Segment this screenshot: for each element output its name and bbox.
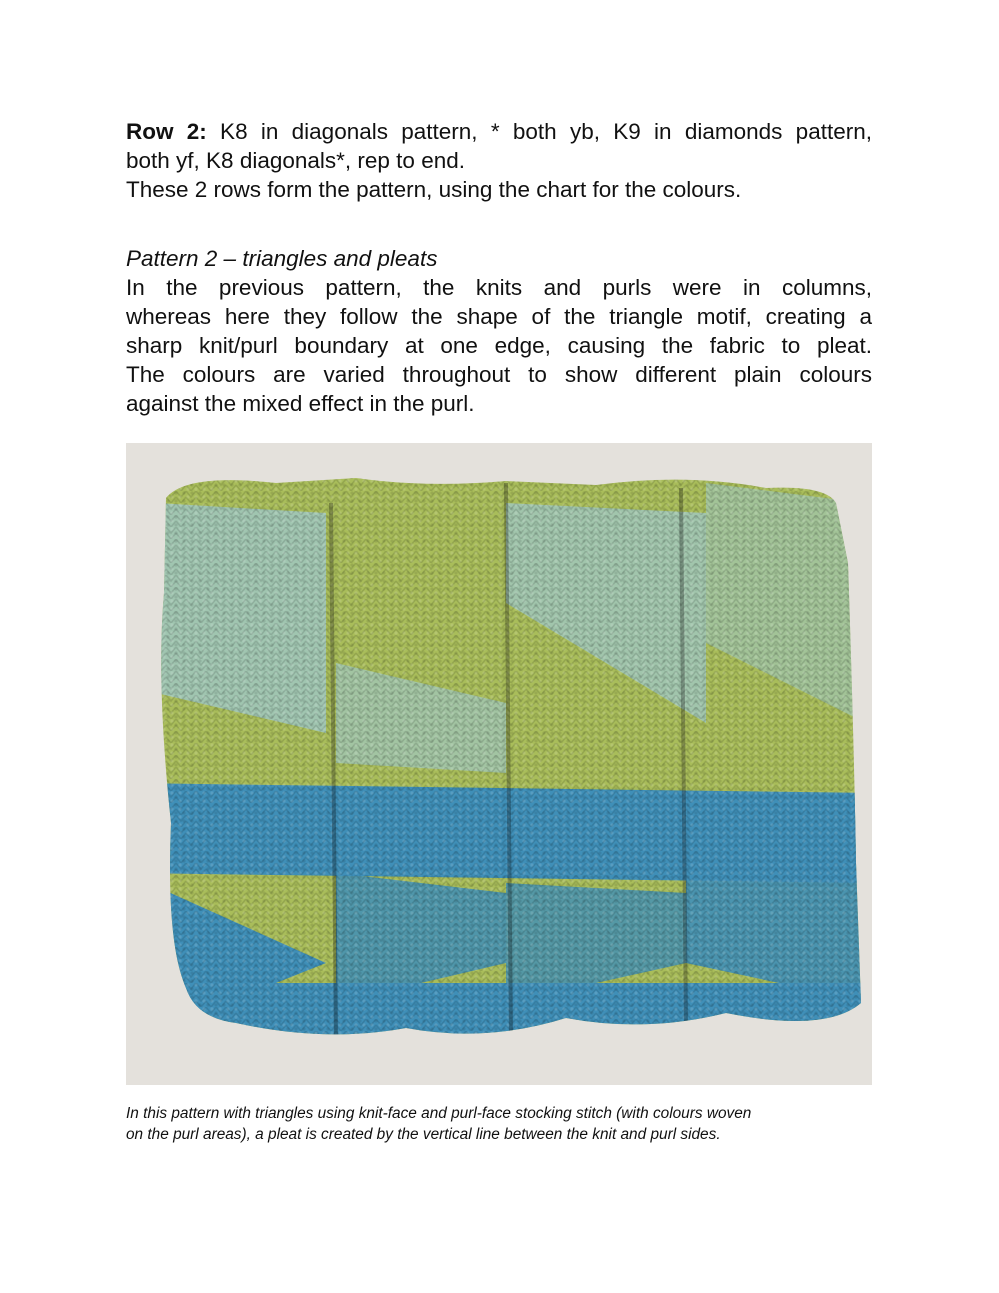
- row-2-line-1: [126, 117, 872, 146]
- swatch-fabric: [126, 443, 872, 1085]
- section-line: sharp knit/purl boundary at one edge, causing the fabric to pleat.: [126, 333, 872, 358]
- caption-line-1: In this pattern with triangles using knit-face and purl-face stocking stitch (with colours woven: [126, 1105, 752, 1122]
- row-2-line-3: These 2 rows form the pattern, using the chart for the colours.: [126, 177, 742, 202]
- pattern-2-section: [126, 244, 872, 418]
- row-2-label: Row 2:: [126, 119, 207, 144]
- section-line: whereas here they follow the shape of the triangle motif, creating a: [126, 304, 872, 329]
- photo-caption: [126, 1103, 886, 1145]
- section-heading: Pattern 2 – triangles and pleats: [126, 246, 438, 271]
- row-2-line-1-text: K8 in diagonals pattern, * both yb, K9 in diamonds pattern,: [206, 119, 872, 144]
- row-2-line-2: both yf, K8 diagonals*, rep to end.: [126, 148, 465, 173]
- section-line: against the mixed effect in the purl.: [126, 391, 475, 416]
- caption-line-2: on the purl areas), a pleat is created by the vertical line between the knit and purl sides.: [126, 1126, 721, 1143]
- section-line: In the previous pattern, the knits and purls were in columns,: [126, 275, 872, 300]
- row-2-paragraph: [126, 117, 872, 204]
- knitted-swatch-photo: [126, 443, 872, 1085]
- knitted-swatch-illustration: [126, 443, 872, 1085]
- section-line: The colours are varied throughout to show different plain colours: [126, 362, 872, 387]
